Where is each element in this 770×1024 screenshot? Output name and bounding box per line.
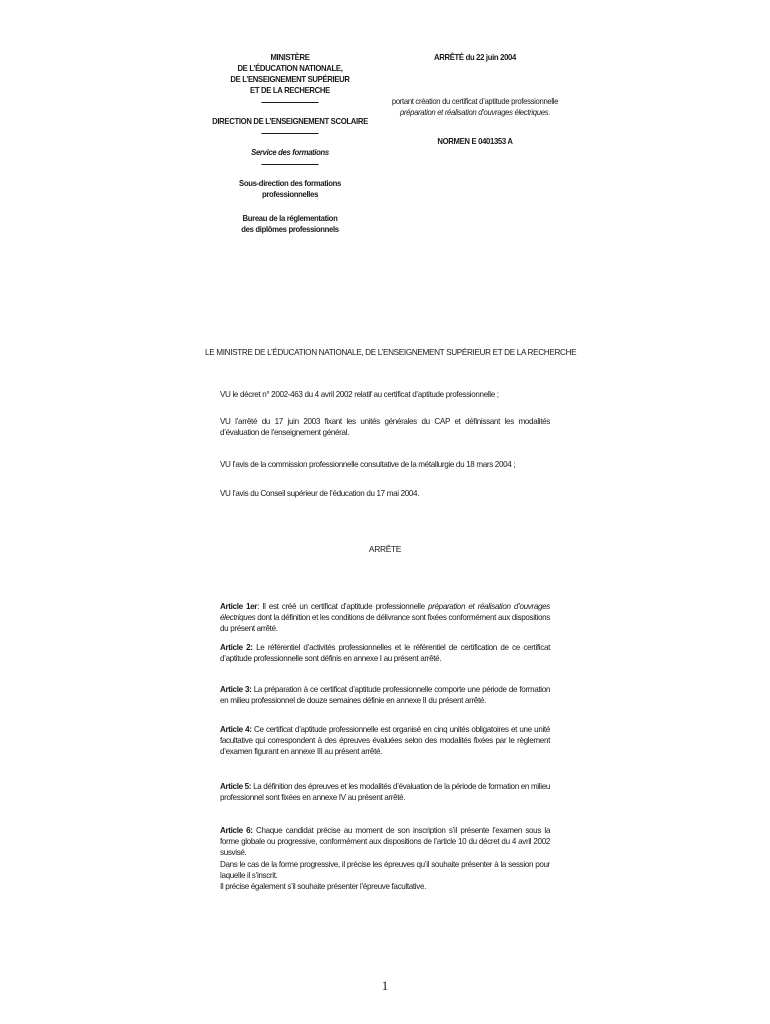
decree-block — [388, 52, 563, 147]
issuer-block — [212, 52, 368, 235]
decree-subject: portant création du certificat d’aptitude professionnelle — [391, 96, 559, 106]
service-name: Service des formations — [251, 147, 329, 157]
visa-text: VU l’avis de la commission professionnelle consultative de la métallurgie du 18 mars 2004 ; — [220, 460, 516, 469]
article-text-italic: préparation et réalisation d’ouvrages électriques — [220, 602, 550, 623]
direction-name: DIRECTION DE L’ENSEIGNEMENT SCOLAIRE — [212, 116, 368, 126]
decree-title: ARRÊTÉ du 22 juin 2004 — [434, 52, 516, 62]
minister-line: LE MINISTRE DE L’ÉDUCATION NATIONALE, DE L’ENSEIGNEMENT SUPÉRIEUR ET DE LA RECHERCHE — [205, 348, 577, 357]
visa-4 — [220, 488, 550, 499]
article-text: Ce certificat d’aptitude professionnelle est organisé en cinq unités obligatoires et une unité facultative qui correspondent à des épreuves évaluées selon des modalités fixées par le règlement d’examen figurant en annexe III au présent arrêté. — [220, 725, 550, 757]
visa-2 — [220, 416, 550, 438]
article-title: Article 6: — [220, 826, 253, 835]
visa-3 — [220, 459, 550, 470]
arrete-heading: ARRÊTE — [368, 544, 402, 554]
article-4 — [220, 724, 550, 758]
article-text: La définition des épreuves et les modalités d’évaluation de la période de formation en milieu professionnel sont fixées en annexe IV au présent arrêté. — [220, 782, 551, 803]
article-3 — [220, 684, 550, 706]
article-title: Article 4: — [220, 725, 252, 734]
article-title: Article 2: — [220, 643, 253, 652]
article-6 — [220, 825, 550, 892]
article-text: dont la définition et les conditions de délivrance sont fixées conformément aux dispositions du présent arrêté. — [220, 613, 550, 634]
decree-subject-diploma: préparation et réalisation d’ouvrages électriques. — [399, 107, 551, 117]
bureau-line: des diplômes professionnels — [241, 224, 339, 234]
nor-reference: NORMEN E 0401353 A — [437, 136, 513, 146]
ministry-line: MINISTÈRE — [270, 52, 310, 62]
visa-text: VU l’arrêté du 17 juin 2003 fixant les unités générales du CAP et définissant les modalités d’évaluation de l’enseignement général. — [220, 417, 550, 438]
visa-text: VU le décret n° 2002-463 du 4 avril 2002 relatif au certificat d’aptitude professionnelle ; — [220, 390, 499, 399]
article-paragraph: Dans le cas de la forme progressive, il précise les épreuves qu’il souhaite présenter à la session pour laquelle il s’inscrit. — [220, 859, 550, 880]
article-text: : Il est créé un certificat d’aptitude professionnelle — [257, 602, 429, 611]
bureau-line: Bureau de la réglementation — [242, 213, 338, 223]
article-title: Article 3: — [220, 685, 252, 694]
ministry-line: DE L’ÉDUCATION NATIONALE, — [237, 63, 343, 73]
visa-1 — [220, 389, 550, 400]
article-text: Chaque candidat précise au moment de son inscription s’il présente l’examen sous la forme globale ou progressive, conformément aux dispositions de l’article 10 du décret du 4 avril 2002 susvisé. — [220, 826, 550, 858]
article-paragraph: Il précise également s’il souhaite présenter l’épreuve facultative. — [220, 882, 426, 892]
ministry-line: ET DE LA RECHERCHE — [250, 85, 330, 95]
article-title: Article 5: — [220, 782, 252, 791]
article-text: La préparation à ce certificat d’aptitude professionnelle comporte une période de formation en milieu professionnel de douze semaines définie en annexe II du présent arrêté. — [220, 685, 550, 706]
article-2 — [220, 642, 550, 664]
visa-text: VU l’avis du Conseil supérieur de l’éducation du 17 mai 2004. — [220, 489, 420, 498]
page-number: 1 — [381, 978, 389, 993]
ministry-line: DE L’ENSEIGNEMENT SUPÉRIEUR — [230, 74, 350, 84]
article-5 — [220, 781, 550, 803]
article-text: Le référentiel d’activités professionnelles et le référentiel de certification de ce certificat d’aptitude professionnelle sont définis en annexe I au présent arrêté. — [220, 643, 551, 664]
article-title: Article 1er — [220, 602, 258, 611]
article-1 — [220, 601, 550, 635]
sub-direction-name: Sous-direction des formations professionnelles — [239, 178, 341, 199]
